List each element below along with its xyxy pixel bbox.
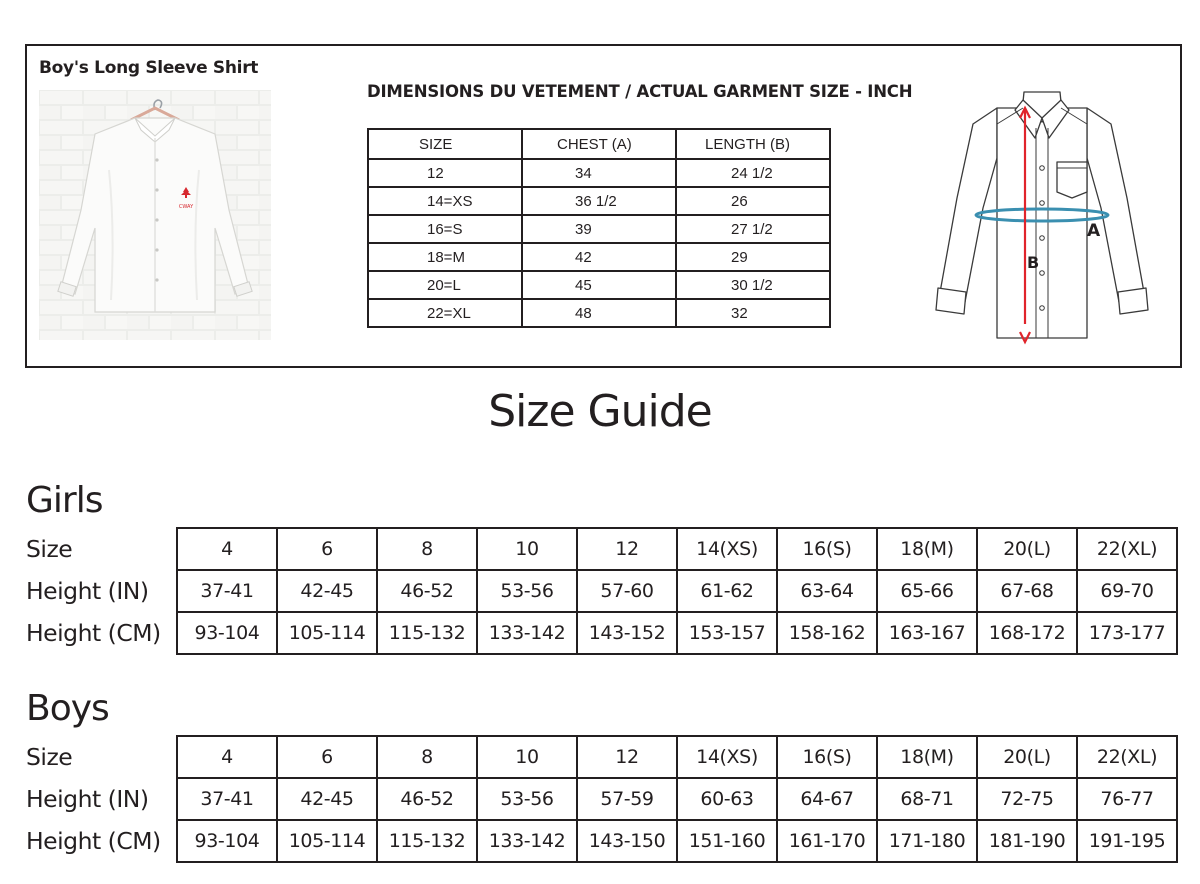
length-cell: 32: [676, 299, 830, 327]
chest-label: A: [1087, 221, 1101, 241]
right-cuff: [1118, 288, 1148, 314]
boys-height-in-cell: 76-77: [1077, 778, 1177, 820]
girls-height-cm-cell: 173-177: [1077, 612, 1177, 654]
boys-height-cm-cell: 181-190: [977, 820, 1077, 862]
girls-size-cell: 12: [577, 528, 677, 570]
table-row: [368, 243, 830, 271]
boys-size-cell: 6: [277, 736, 377, 778]
boys-height-cm-cell: 93-104: [177, 820, 277, 862]
chest-cell: 42: [522, 243, 676, 271]
length-cell: 29: [676, 243, 830, 271]
length-label: B: [1027, 253, 1040, 272]
size-guide-title: Size Guide: [488, 386, 712, 437]
girls-height-cm-cell: 93-104: [177, 612, 277, 654]
boys-size-cell: 14(XS): [677, 736, 777, 778]
size-cell: 20=L: [368, 271, 522, 299]
boys-size-cell: 16(S): [777, 736, 877, 778]
size-cell: 18=M: [368, 243, 522, 271]
girls-size-cell: 8: [377, 528, 477, 570]
girls-size-cell: 6: [277, 528, 377, 570]
boys-size-row: [177, 736, 1177, 778]
size-cell: 22=XL: [368, 299, 522, 327]
chest-cell: 45: [522, 271, 676, 299]
row-label-height-cm: Height (CM): [26, 827, 161, 855]
dimensions-header-row: [368, 129, 830, 159]
girls-height-in-cell: 69-70: [1077, 570, 1177, 612]
girls-size-cell: 16(S): [777, 528, 877, 570]
boys-height-in-cell: 60-63: [677, 778, 777, 820]
right-sleeve: [1087, 108, 1145, 302]
length-cell: 24 1/2: [676, 159, 830, 187]
column-header: CHEST (A): [522, 129, 676, 159]
girls-height-cm-cell: 105-114: [277, 612, 377, 654]
girls-size-cell: 10: [477, 528, 577, 570]
boys-title: Boys: [26, 688, 109, 729]
girls-height-in-cell: 63-64: [777, 570, 877, 612]
chest-cell: 48: [522, 299, 676, 327]
boys-size-cell: 18(M): [877, 736, 977, 778]
left-cuff: [936, 288, 966, 314]
girls-height-in-cell: 61-62: [677, 570, 777, 612]
boys-height-in-row: [177, 778, 1177, 820]
shirt-photo: [39, 90, 271, 340]
boys-height-in-cell: 64-67: [777, 778, 877, 820]
boys-height-cm-row: [177, 820, 1177, 862]
girls-height-cm-cell: 153-157: [677, 612, 777, 654]
column-header: SIZE: [368, 129, 522, 159]
boys-size-cell: 22(XL): [1077, 736, 1177, 778]
girls-height-cm-cell: 133-142: [477, 612, 577, 654]
row-label-height-in: Height (IN): [26, 577, 149, 605]
table-row: [368, 159, 830, 187]
boys-height-in-cell: 53-56: [477, 778, 577, 820]
boys-size-cell: 12: [577, 736, 677, 778]
boys-height-cm-cell: 191-195: [1077, 820, 1177, 862]
boys-size-cell: 20(L): [977, 736, 1077, 778]
girls-height-in-cell: 42-45: [277, 570, 377, 612]
length-cell: 26: [676, 187, 830, 215]
table-row: [368, 299, 830, 327]
boys-height-cm-cell: 151-160: [677, 820, 777, 862]
boys-height-cm-cell: 133-142: [477, 820, 577, 862]
girls-height-in-cell: 57-60: [577, 570, 677, 612]
garment-size-panel: [25, 44, 1182, 368]
table-row: [368, 215, 830, 243]
girls-height-in-cell: 46-52: [377, 570, 477, 612]
girls-height-in-row: [177, 570, 1177, 612]
girls-size-table: [176, 527, 1178, 655]
product-title: Boy's Long Sleeve Shirt: [39, 58, 259, 78]
girls-row-labels: [26, 528, 161, 654]
girls-height-in-cell: 37-41: [177, 570, 277, 612]
girls-height-cm-cell: 143-152: [577, 612, 677, 654]
girls-height-in-cell: 65-66: [877, 570, 977, 612]
girls-height-cm-row: [177, 612, 1177, 654]
length-cell: 30 1/2: [676, 271, 830, 299]
girls-height-in-cell: 67-68: [977, 570, 1077, 612]
boys-size-table: [176, 735, 1178, 863]
girls-height-cm-cell: 168-172: [977, 612, 1077, 654]
chest-cell: 39: [522, 215, 676, 243]
dimensions-title: DIMENSIONS DU VETEMENT / ACTUAL GARMENT SIZE - INCH: [367, 82, 913, 101]
column-header: LENGTH (B): [676, 129, 830, 159]
girls-height-cm-cell: 163-167: [877, 612, 977, 654]
garment-dimensions-table: [367, 128, 831, 328]
size-cell: 14=XS: [368, 187, 522, 215]
boys-height-in-cell: 46-52: [377, 778, 477, 820]
girls-size-row: [177, 528, 1177, 570]
boys-height-in-cell: 68-71: [877, 778, 977, 820]
girls-size-cell: 20(L): [977, 528, 1077, 570]
girls-size-cell: 4: [177, 528, 277, 570]
pocket: [1057, 162, 1087, 198]
table-row: [368, 187, 830, 215]
girls-size-cell: 14(XS): [677, 528, 777, 570]
boys-height-cm-cell: 171-180: [877, 820, 977, 862]
left-sleeve: [939, 108, 997, 302]
boys-height-cm-cell: 105-114: [277, 820, 377, 862]
table-row: [368, 271, 830, 299]
boys-height-cm-cell: 143-150: [577, 820, 677, 862]
chest-cell: 36 1/2: [522, 187, 676, 215]
row-label-height-cm: Height (CM): [26, 619, 161, 647]
measurement-diagram: [911, 88, 1173, 348]
length-cell: 27 1/2: [676, 215, 830, 243]
row-label-height-in: Height (IN): [26, 785, 149, 813]
girls-height-cm-cell: 115-132: [377, 612, 477, 654]
boys-height-in-cell: 72-75: [977, 778, 1077, 820]
chest-cell: 34: [522, 159, 676, 187]
girls-height-in-cell: 53-56: [477, 570, 577, 612]
size-cell: 12: [368, 159, 522, 187]
shirt-logo-text: CWAY: [178, 204, 194, 210]
girls-size-cell: 18(M): [877, 528, 977, 570]
boys-height-in-cell: 37-41: [177, 778, 277, 820]
boys-size-cell: 4: [177, 736, 277, 778]
boys-height-in-cell: 57-59: [577, 778, 677, 820]
boys-height-cm-cell: 161-170: [777, 820, 877, 862]
boys-size-cell: 10: [477, 736, 577, 778]
row-label-size: Size: [26, 743, 73, 771]
shirt-body: [997, 108, 1087, 338]
girls-height-cm-cell: 158-162: [777, 612, 877, 654]
girls-size-cell: 22(XL): [1077, 528, 1177, 570]
size-cell: 16=S: [368, 215, 522, 243]
boys-size-cell: 8: [377, 736, 477, 778]
boys-row-labels: [26, 736, 161, 862]
row-label-size: Size: [26, 535, 73, 563]
boys-height-in-cell: 42-45: [277, 778, 377, 820]
girls-title: Girls: [26, 480, 103, 521]
boys-height-cm-cell: 115-132: [377, 820, 477, 862]
